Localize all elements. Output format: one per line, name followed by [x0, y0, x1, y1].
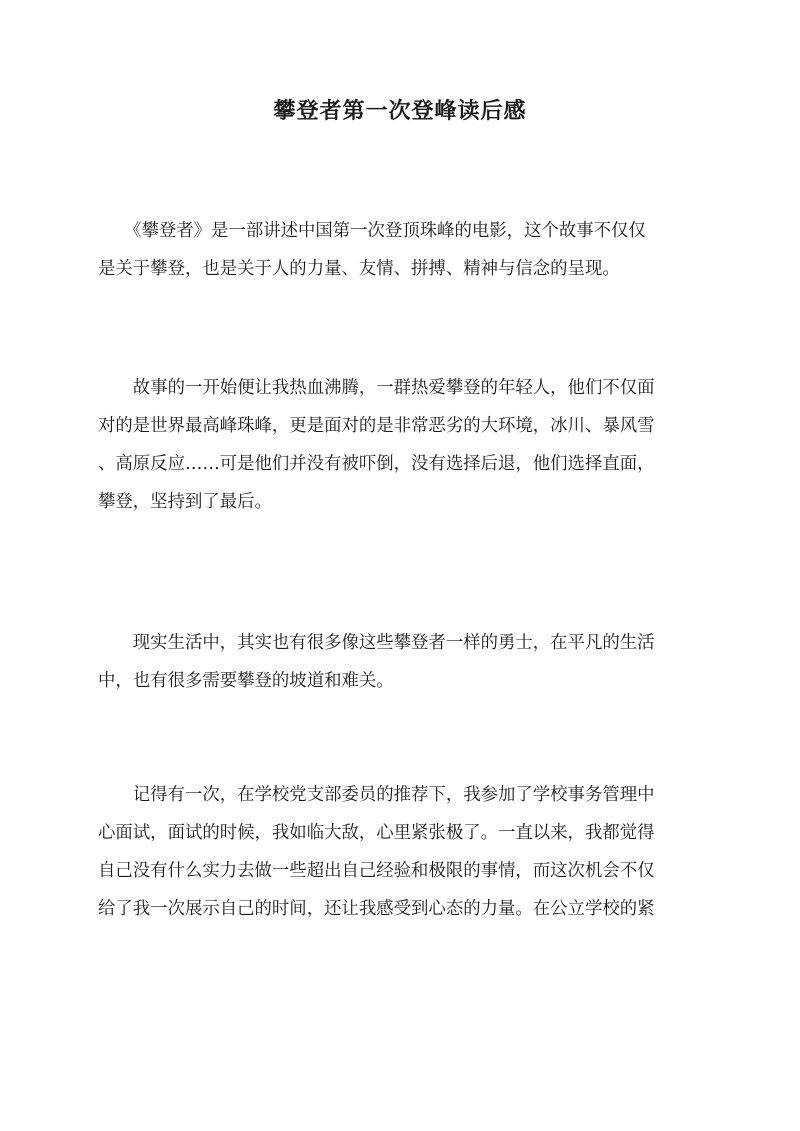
paragraph-2 — [98, 369, 712, 521]
paragraph-line: 是关于攀登，也是关于人的力量、友情、拼搏、精神与信念的呈现。 — [98, 259, 620, 279]
paragraph-line: 自己没有什么实力去做一些超出自己经验和极限的事情，而这次机会不仅 — [98, 861, 655, 881]
paragraph-line: 对的是世界最高峰珠峰，更是面对的是非常恶劣的大环境，冰川、暴风雪 — [98, 416, 655, 436]
paragraph-line: 《攀登者》是一部讲述中国第一次登顶珠峰的电影，这个故事不仅仅 — [98, 221, 646, 241]
paragraph-line: 故事的一开始便让我热血沸腾，一群热爱攀登的年轻人，他们不仅面 — [98, 378, 655, 398]
paragraph-3 — [98, 624, 712, 700]
paragraph-line: 中，也有很多需要攀登的坡道和难关。 — [98, 671, 394, 691]
paragraph-line: 攀登，坚持到了最后。 — [98, 492, 272, 512]
paragraph-line: 现实生活中，其实也有很多像这些攀登者一样的勇士，在平凡的生活 — [98, 633, 655, 653]
paragraph-line: 给了我一次展示自己的时间，还让我感受到心态的力量。在公立学校的紧 — [98, 899, 655, 919]
paragraph-1 — [98, 212, 712, 288]
document-title: 攀登者第一次登峰读后感 — [273, 98, 527, 124]
paragraph-4 — [98, 776, 712, 928]
paragraph-line: 、高原反应……可是他们并没有被吓倒，没有选择后退，他们选择直面， — [98, 454, 655, 474]
paragraph-line: 心面试，面试的时候，我如临大敌，心里紧张极了。一直以来，我都觉得 — [98, 823, 655, 843]
paragraph-line: 记得有一次，在学校党支部委员的推荐下，我参加了学校事务管理中 — [98, 785, 655, 805]
